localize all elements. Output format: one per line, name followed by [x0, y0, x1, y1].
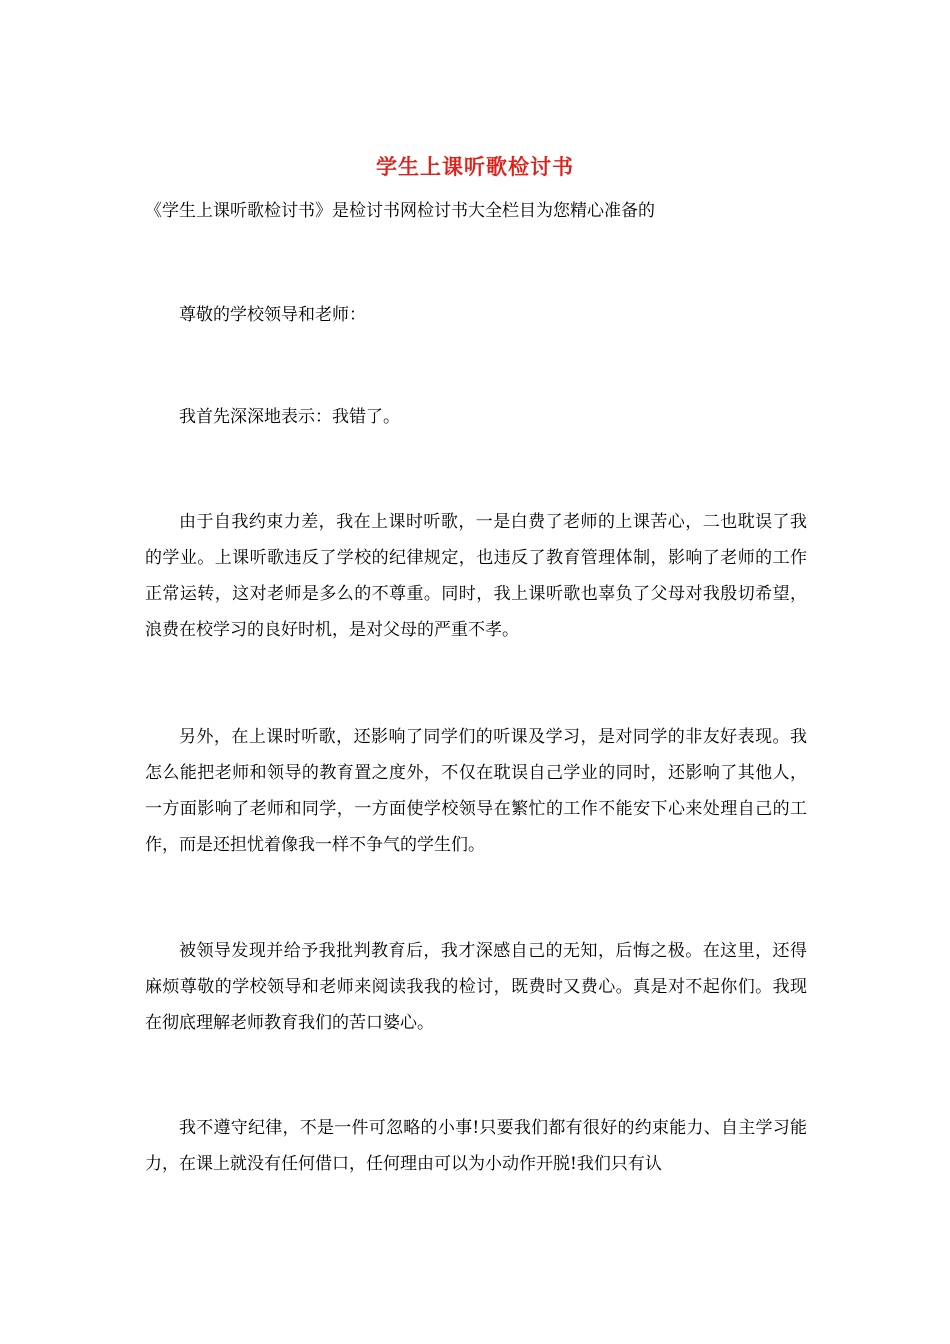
document-title: 学生上课听歌检讨书	[376, 154, 574, 179]
paragraph: 被领导发现并给予我批判教育后，我才深感自己的无知，后悔之极。在这里，还得麻烦尊敬的学校领导和老师来阅读我我的检讨，既费时又费心。真是对不起你们。我现在彻底理解老师教育我们的苦口婆心。	[145, 941, 807, 1033]
paragraph: 另外，在上课时听歌，还影响了同学们的听课及学习，是对同学的非友好表现。我怎么能把老师和领导的教育置之度外，不仅在耽误自己学业的同时，还影响了其他人，一方面影响了老师和同学，一方面使学校领导在繁忙的工作不能安下心来处理自己的工作，而是还担忧着像我一样不争气的学生们。	[145, 727, 807, 855]
intro-line: 《学生上课听歌检讨书》是检讨书网检讨书大全栏目为您精心准备的	[145, 201, 655, 221]
paragraph: 由于自我约束力差，我在上课时听歌，一是白费了老师的上课苦心，二也耽误了我的学业。上课听歌违反了学校的纪律规定，也违反了教育管理体制，影响了老师的工作正常运转，这对老师是多么的不尊重。同时，我上课听歌也辜负了父母对我殷切希望，浪费在校学习的良好时机，是对父母的严重不孝。	[145, 512, 807, 640]
paragraph: 我不遵守纪律，不是一件可忽略的小事!只要我们都有很好的约束能力、自主学习能力，在课上就没有任何借口，任何理由可以为小动作开脱!我们只有认	[145, 1118, 807, 1174]
salutation: 尊敬的学校领导和老师：	[179, 305, 366, 325]
paragraph: 我首先深深地表示：我错了。	[179, 407, 400, 427]
